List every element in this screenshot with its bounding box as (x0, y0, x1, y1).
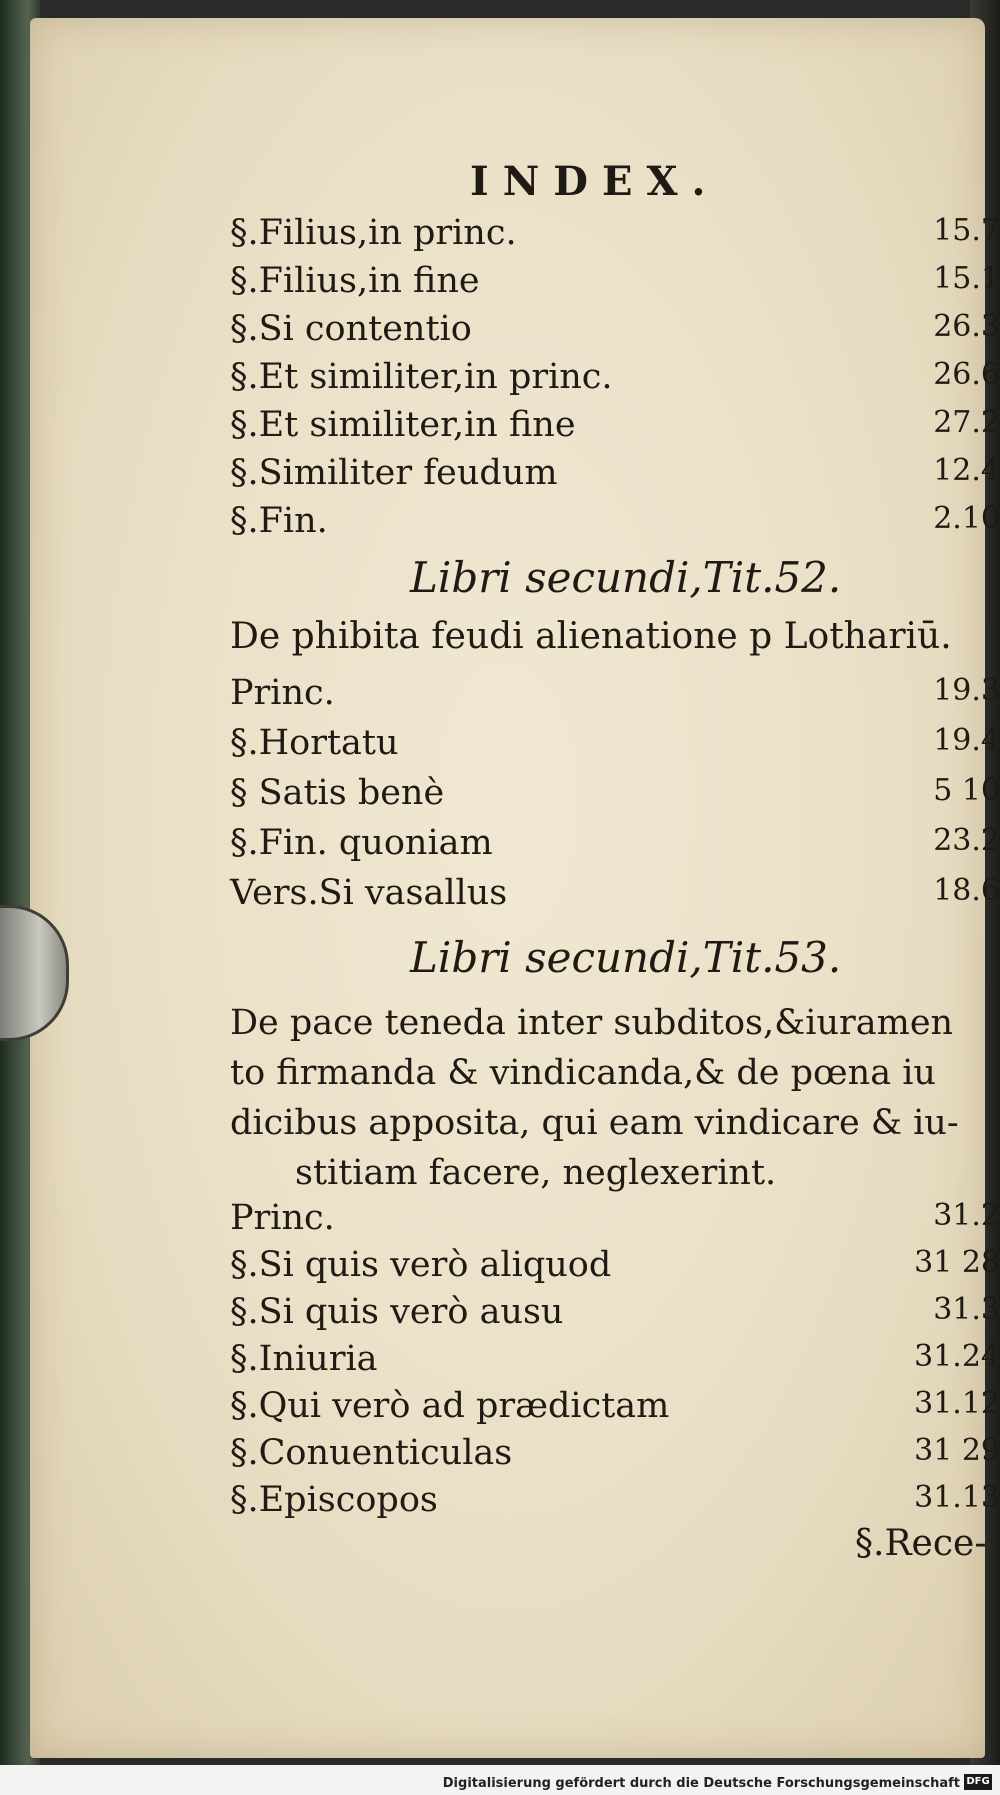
index-entry: §.Similiter feudum (230, 453, 558, 493)
index-entry: §.Fin. (230, 501, 328, 541)
book-page (30, 18, 1000, 1758)
index-number: 31.12 (914, 1386, 1000, 1421)
catchword: §.Rece- (855, 1523, 987, 1564)
index-row (230, 261, 1000, 309)
index-number: 15.7 (933, 213, 1000, 248)
index-number: 19.3 (933, 673, 1000, 708)
index-entry: §.Et similiter,in fine (230, 405, 576, 445)
index-entry: Princ. (230, 673, 335, 713)
paragraph-line: stitiam facere, neglexerint. (295, 1153, 777, 1193)
index-row (230, 1292, 1000, 1340)
index-entry: §.Si quis verò aliquod (230, 1245, 612, 1285)
index-entry: §.Si quis verò ausu (230, 1292, 564, 1332)
index-entry: §.Si contentio (230, 309, 472, 349)
index-row (230, 453, 1000, 501)
dfg-logo: DFG (964, 1774, 992, 1790)
index-row (230, 309, 1000, 357)
index-entry: §.Fin. quoniam (230, 823, 493, 863)
index-number: 19.4 (933, 723, 1000, 758)
digitization-credit: Digitalisierung gefördert durch die Deutsche Forschungsgemeinschaft (442, 1776, 960, 1791)
index-entry: §.Conuenticulas (230, 1433, 513, 1473)
index-entry: §.Filius,in fine (230, 261, 480, 301)
index-number: 31.2 (933, 1198, 1000, 1233)
index-number: 31 28 (914, 1245, 1000, 1280)
paragraph-line: to firmanda & vindicanda,& de pœna iu (230, 1053, 936, 1093)
index-number: 31.13 (914, 1480, 1000, 1515)
page-heading: INDEX. (470, 158, 720, 205)
index-number: 26.6 (933, 357, 1000, 392)
section-subheading: Libri secundi,Tit.52. (410, 553, 842, 602)
index-number: 12.4 (933, 453, 1000, 488)
index-entry: §.Iniuria (230, 1339, 378, 1379)
index-row (230, 501, 1000, 549)
index-row (230, 1339, 1000, 1387)
index-entry: Vers.Si vasallus (230, 873, 508, 913)
index-entry: §.Hortatu (230, 723, 399, 763)
index-row (230, 1245, 1000, 1293)
index-row (230, 1433, 1000, 1481)
index-row (230, 723, 1000, 771)
index-row (230, 357, 1000, 405)
index-row (230, 213, 1000, 261)
index-number: 31 29 (914, 1433, 1000, 1468)
index-entry: § Satis benè (230, 773, 445, 813)
index-entry: §.Episcopos (230, 1480, 438, 1520)
index-number: 27.2 (933, 405, 1000, 440)
index-row (230, 1480, 1000, 1528)
index-entry: §.Qui verò ad prædictam (230, 1386, 670, 1426)
index-number: 26.3 (933, 309, 1000, 344)
index-row (230, 1386, 1000, 1434)
index-number: 5 10 (933, 773, 1000, 808)
page-text (30, 18, 1000, 1758)
index-number: 31.3 (933, 1292, 1000, 1327)
index-entry: §.Filius,in princ. (230, 213, 517, 253)
index-number: 2.10 (933, 501, 1000, 536)
index-row (230, 1198, 1000, 1246)
section-subheading: Libri secundi,Tit.53. (410, 933, 842, 982)
index-number: 15.1 (933, 261, 1000, 296)
index-entry: Princ. (230, 1198, 335, 1238)
index-entry: §.Et similiter,in princ. (230, 357, 613, 397)
index-row (230, 673, 1000, 721)
index-row (230, 823, 1000, 871)
index-number: 23.2 (933, 823, 1000, 858)
paragraph-line: De pace teneda inter subditos,&iuramen (230, 1003, 954, 1043)
paragraph-line: dicibus apposita, qui eam vindicare & iu- (230, 1103, 959, 1143)
index-row (230, 773, 1000, 821)
section-title: De phibita feudi alienatione p Lothariū. (230, 616, 952, 657)
index-number: 31.24 (914, 1339, 1000, 1374)
index-row (230, 873, 1000, 921)
index-row (230, 405, 1000, 453)
index-number: 18.6 (933, 873, 1000, 908)
